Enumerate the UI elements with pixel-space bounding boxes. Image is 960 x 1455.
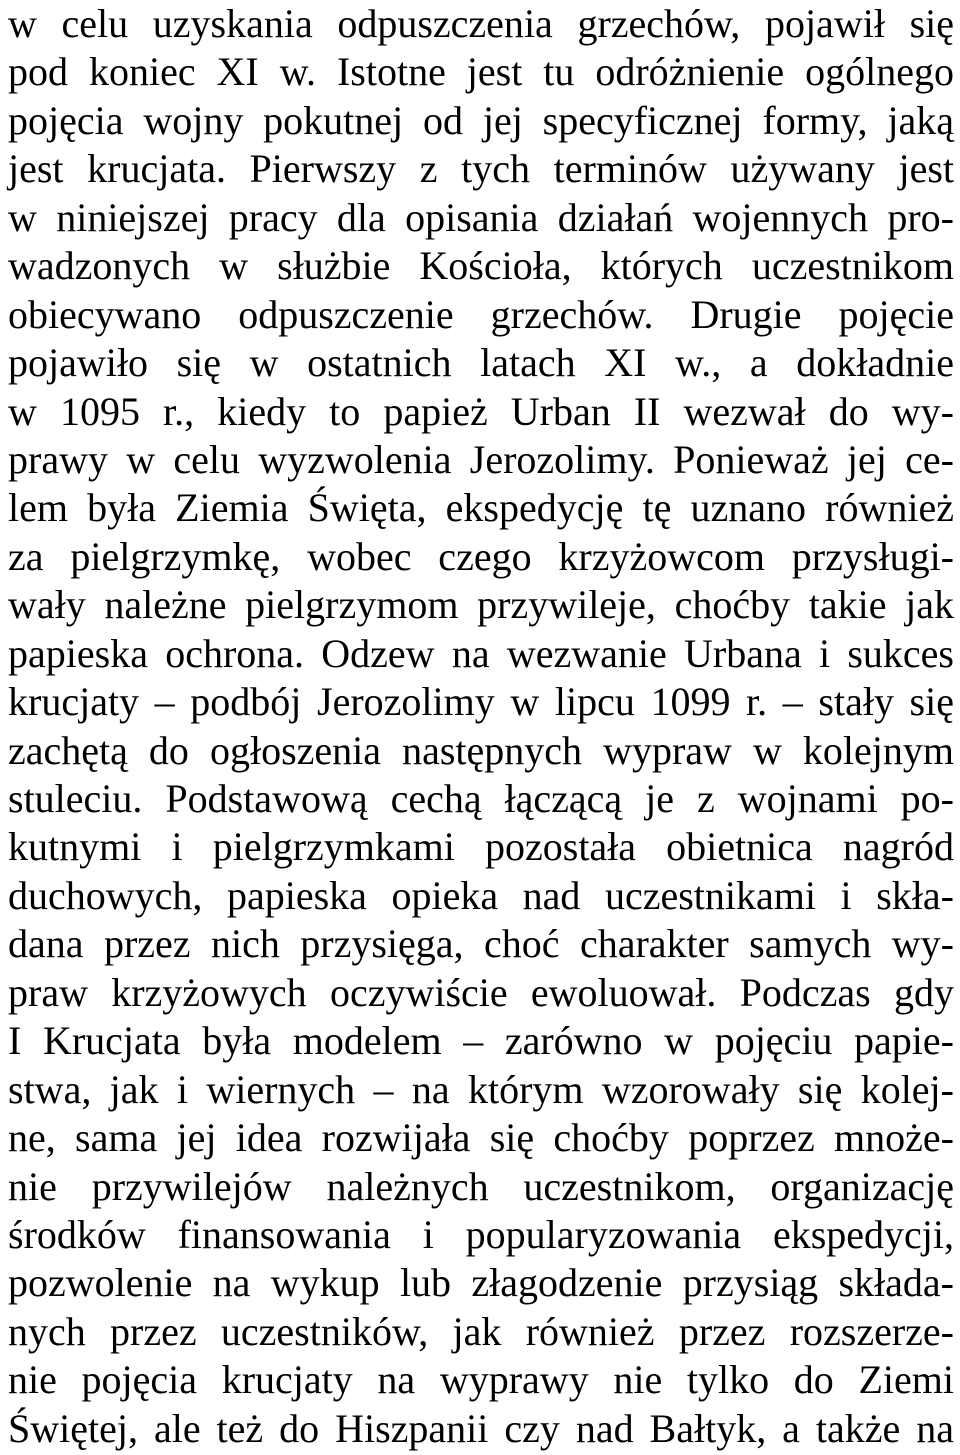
text-line: prawy w celu wyzwolenia Jerozolimy. Ponieważ jej ce-: [8, 436, 954, 482]
text-line: nych przez uczestników, jak również przez rozszerze-: [8, 1308, 954, 1354]
text-line: wały należne pielgrzymom przywileje, choćby takie jak: [8, 582, 954, 628]
text-line: Świętej, ale też do Hiszpanii czy nad Bałtyk, a także na: [8, 1405, 954, 1451]
text-line: jest krucjata. Pierwszy z tych terminów używany jest: [8, 146, 954, 192]
text-line: zachętą do ogłoszenia następnych wypraw w kolejnym: [8, 727, 954, 773]
text-line: dana przez nich przysięga, choć charakter samych wy-: [8, 921, 954, 967]
text-line: stuleciu. Podstawową cechą łączącą je z wojnami po-: [8, 776, 954, 821]
text-line: pojawiło się w ostatnich latach XI w., a dokładnie: [8, 340, 954, 386]
text-line: stwa, jak i wiernych – na którym wzorowały się kolej-: [8, 1066, 954, 1112]
text-line: praw krzyżowych oczywiście ewoluował. Podczas gdy: [8, 969, 954, 1015]
text-line: w celu uzyskania odpuszczenia grzechów, pojawił się: [8, 1, 954, 46]
text-line: ne, sama jej idea rozwijała się choćby poprzez mnoże-: [8, 1115, 954, 1161]
text-line: pojęcia wojny pokutnej od jej specyficznej formy, jaką: [8, 97, 954, 143]
document-page: [8, 0, 954, 1453]
text-line: kutnymi i pielgrzymkami pozostała obietnica nagród: [8, 824, 954, 870]
text-line: pozwolenie na wykup lub złagodzenie przysiąg składa-: [8, 1260, 954, 1306]
text-line: lem była Ziemia Święta, ekspedycję tę uznano również: [8, 485, 954, 531]
text-line: środków finansowania i popularyzowania ekspedycji,: [8, 1211, 954, 1257]
text-line: papieska ochrona. Odzew na wezwanie Urbana i sukces: [8, 630, 954, 676]
text-line: I Krucjata była modelem – zarówno w pojęciu papie-: [8, 1018, 954, 1064]
text-line: za pielgrzymkę, wobec czego krzyżowcom przysługi-: [8, 533, 954, 579]
text-line: nie pojęcia krucjaty na wyprawy nie tylko do Ziemi: [8, 1357, 954, 1403]
text-line: duchowych, papieska opieka nad uczestnikami i skła-: [8, 872, 954, 918]
text-line: pod koniec XI w. Istotne jest tu odróżnienie ogólnego: [8, 49, 954, 95]
text-line: wadzonych w służbie Kościoła, których uczestnikom: [8, 243, 954, 289]
text-line: obiecywano odpuszczenie grzechów. Drugie pojęcie: [8, 291, 954, 337]
text-line: w 1095 r., kiedy to papież Urban II wezwał do wy-: [8, 388, 954, 434]
text-line: nie przywilejów należnych uczestnikom, organizację: [8, 1163, 954, 1209]
text-line: w niniejszej pracy dla opisania działań wojennych pro-: [8, 194, 954, 240]
text-line: krucjaty – podbój Jerozolimy w lipcu 1099 r. – stały się: [8, 679, 954, 725]
